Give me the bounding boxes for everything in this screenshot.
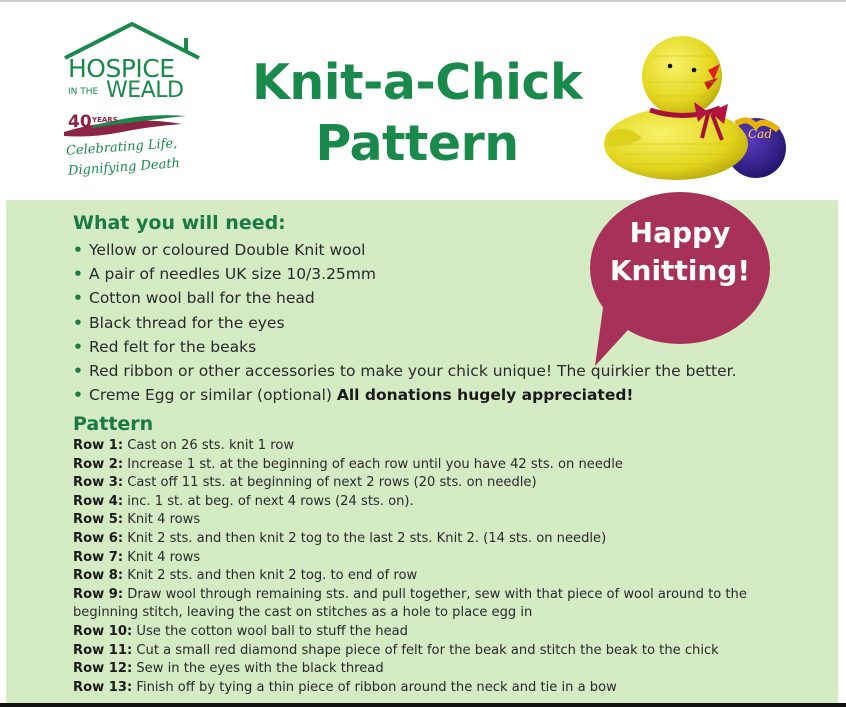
bullet-icon: •: [73, 313, 83, 332]
row-label: Row 13:: [73, 679, 133, 695]
row-label: Row 7:: [73, 549, 124, 565]
logo-hospice-text: HOSPICE: [68, 54, 175, 83]
list-item: [73, 238, 737, 262]
page-title-line-2: Pattern: [315, 115, 519, 172]
bullet-icon: •: [73, 337, 83, 356]
row-text: Finish off by tying a thin piece of ribbon around the neck and tie in a bow: [136, 679, 617, 695]
row-label: Row 9:: [73, 586, 124, 602]
need-item-text: A pair of needles UK size 10/3.25mm: [89, 265, 376, 284]
logo-tagline-2: Dignifying Death: [67, 156, 181, 179]
row-label: Row 10:: [73, 623, 133, 639]
top-rule: [0, 0, 846, 2]
hospice-logo: [62, 20, 210, 182]
row-text: Knit 2 sts. and then knit 2 tog to the last 2 sts. Knit 2. (14 sts. on needle): [127, 530, 607, 546]
list-item: [73, 335, 737, 359]
logo-tagline-1: Celebrating Life,: [65, 136, 178, 159]
row-text: Cut a small red diamond shape piece of felt for the beak and stitch the beak to the chick: [136, 642, 719, 658]
row-label: Row 3:: [73, 475, 124, 491]
logo-weald-text: WEALD: [106, 78, 184, 103]
logo-anniversary-unit: YEARS: [92, 116, 118, 124]
bottom-rule: [0, 703, 846, 707]
pattern-heading: Pattern: [73, 413, 154, 435]
row-label: Row 12:: [73, 661, 133, 677]
pattern-row: [73, 642, 773, 661]
page-title-line-1: Knit-a-Chick: [251, 54, 583, 111]
row-label: Row 1:: [73, 438, 124, 453]
pattern-row: [73, 660, 773, 679]
row-text: Cast off 11 sts. at beginning of next 2 rows (20 sts. on needle): [127, 475, 537, 491]
donations-note: All donations hugely appreciated!: [336, 386, 634, 405]
pattern-row: [73, 530, 773, 549]
row-text: Sew in the eyes with the black thread: [136, 661, 384, 677]
row-text: Knit 4 rows: [127, 512, 201, 528]
pattern-row: [73, 456, 773, 475]
pattern-row: [73, 511, 773, 530]
pattern-row: [73, 474, 773, 493]
row-text: Use the cotton wool ball to stuff the head: [136, 623, 408, 639]
list-item: [73, 286, 737, 310]
svg-text:Cad: Cad: [748, 127, 773, 141]
pattern-row: [73, 437, 773, 456]
need-item-text: Red felt for the beaks: [89, 337, 257, 356]
need-item-text: Creme Egg or similar (optional): [89, 386, 337, 405]
need-item-text: Black thread for the eyes: [89, 313, 285, 332]
list-item: [73, 311, 737, 335]
logo-anniversary-number: 40: [68, 112, 92, 132]
pattern-row: [73, 586, 773, 623]
row-label: Row 5:: [73, 512, 124, 528]
need-item-text: Yellow or coloured Double Knit wool: [89, 241, 366, 259]
row-text: inc. 1 st. at beg. of next 4 rows (24 sts. on).: [127, 493, 414, 509]
row-text: Knit 2 sts. and then knit 2 tog. to end of row: [127, 568, 418, 584]
bubble-line-2: Knitting!: [609, 254, 751, 287]
logo-in-the-text: IN THE: [68, 87, 99, 97]
bubble-line-1: Happy: [629, 216, 731, 249]
bullet-icon: •: [73, 362, 83, 381]
pattern-row: [73, 623, 773, 642]
row-label: Row 8:: [73, 568, 124, 584]
row-label: Row 6:: [73, 530, 124, 546]
row-text: Draw wool through remaining sts. and pull together, sew with that piece of wool around to the beginning stitch, leaving the cast on stitches as a hole to place egg in: [73, 586, 747, 621]
pattern-row: [73, 567, 773, 586]
row-label: Row 4:: [73, 493, 124, 509]
row-text: Knit 4 rows: [127, 549, 201, 565]
list-item: [73, 359, 737, 383]
list-item: [73, 383, 737, 407]
need-item-text: Red ribbon or other accessories to make your chick unique! The quirkier the better.: [89, 362, 737, 381]
need-list: [73, 238, 737, 407]
row-label: Row 11:: [73, 642, 133, 658]
list-item: [73, 262, 737, 286]
pattern-row: [73, 679, 773, 698]
bullet-icon: •: [73, 265, 83, 284]
knitted-chick-icon: [596, 26, 792, 186]
row-text: Increase 1 st. at the beginning of each row until you have 42 sts. on needle: [127, 456, 623, 472]
need-item-text: Cotton wool ball for the head: [89, 289, 315, 308]
row-text: Cast on 26 sts. knit 1 row: [127, 438, 295, 453]
need-heading: What you will need:: [73, 212, 286, 234]
bullet-icon: •: [73, 241, 83, 259]
bullet-icon: •: [73, 289, 83, 308]
bullet-icon: •: [73, 386, 83, 405]
pattern-row: [73, 493, 773, 512]
page-title: [232, 52, 602, 174]
row-label: Row 2:: [73, 456, 124, 472]
pattern-rows: [73, 437, 773, 697]
pattern-row: [73, 549, 773, 568]
